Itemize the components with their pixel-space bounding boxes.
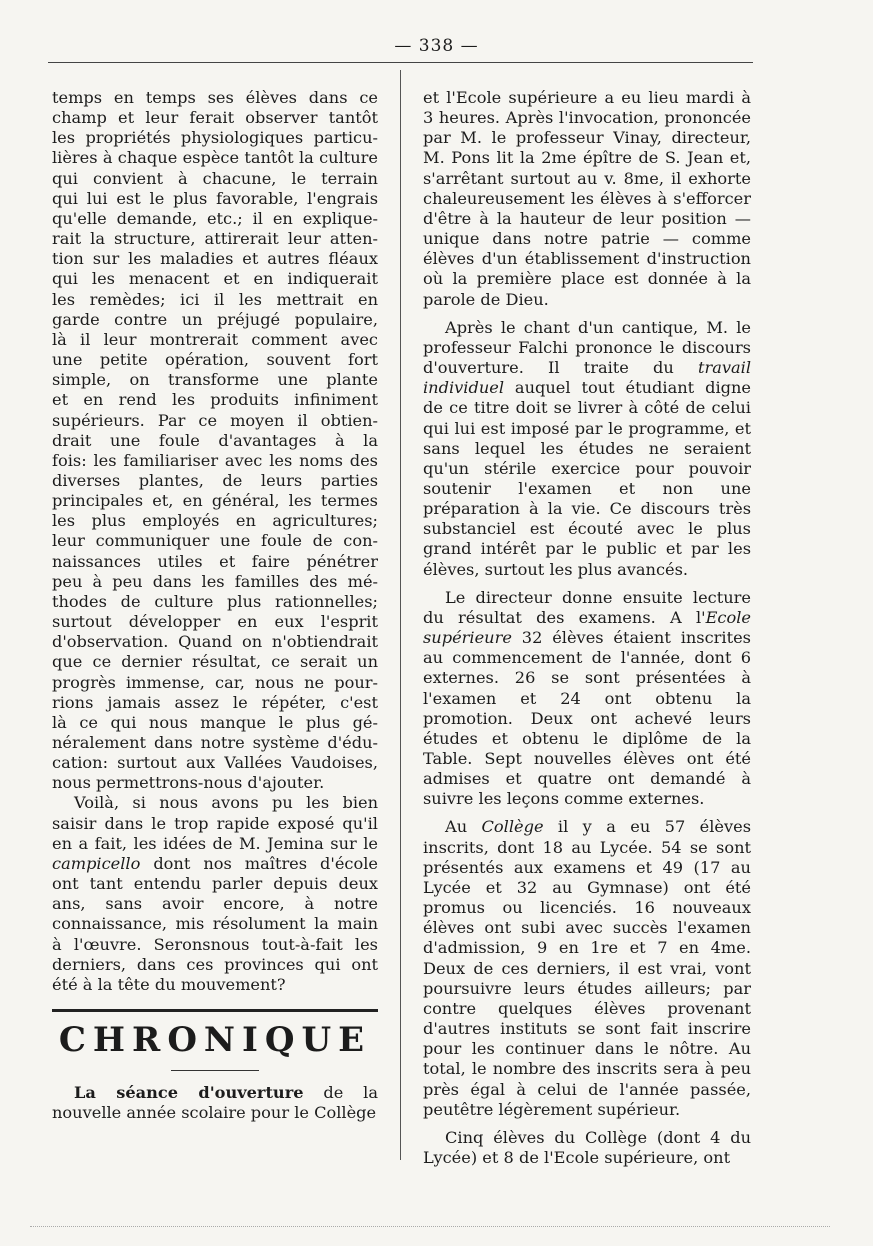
text-line: supérieurs. Par ce moyen il obtien-: [52, 410, 378, 430]
text-line: les plus employés en agricultures;: [52, 511, 378, 531]
text-line: garde contre un préjugé populaire,: [52, 309, 378, 329]
text-line: diverses plantes, de leurs parties: [52, 470, 378, 490]
scan-edge-noise: [30, 1226, 830, 1227]
text: 32 élèves étaient inscrites au commencement de l'année, dont 6 externes. 26 se sont présentées à l'examen et 24 ont obtenu la promotion. Deux ont achevé leurs études et obtenu le diplôme de la Table. Sept nouvelles élèves ont été admises et quatre ont demandé à suivre les leçons comme externes.: [423, 628, 751, 809]
text-line: tion sur les maladies et autres fléaux: [52, 249, 378, 269]
text: il y a eu 57 élèves inscrits, dont 18 au Lycée. 54 se sont présentés aux examens et 49 (17 au Lycée et 32 au Gymnase) ont été promus ou licenciés. 16 nouveaux élèves ont subi avec succès l'examen d'admission, 9 en 1re et 7 en 4me. Deux de ces derniers, il est vrai, vont poursuivre leurs études ailleurs; par contre quelques élèves provenant d'autres instituts se sont fait inscrire pour les continuer dans le nôtre. Au total, le nombre des inscrits sera à peu près égal à celui de l'année passée, peutêtre légèrement supérieur.: [423, 817, 751, 1119]
italic-term: Collège: [481, 817, 544, 837]
italic-term: campicello: [52, 853, 141, 873]
text-line: qui lui est le plus favorable, l'engrais: [52, 188, 378, 208]
text-line: d'observation. Quand on n'obtiendrait: [52, 632, 378, 652]
text-line: qu'elle demande, etc.; il en explique-: [52, 208, 378, 228]
right-paragraph-3: [423, 588, 751, 810]
right-paragraph-5: Cinq élèves du Collège (dont 4 du Lycée) et 8 de l'Ecole supérieure, ont: [423, 1127, 751, 1167]
text-line: les propriétés physiologiques particu-: [52, 128, 378, 148]
text-line: fois: les familiariser avec les noms des: [52, 450, 378, 470]
text-line: drait une foule d'avantages à la: [52, 430, 378, 450]
left-paragraph-1: [52, 88, 378, 793]
left-column: [52, 88, 378, 1124]
text-line: les remèdes; ici il les mettrait en: [52, 289, 378, 309]
text-line: progrès immense, car, nous ne pour-: [52, 672, 378, 692]
section-sub-rule: [171, 1070, 259, 1071]
bold-lead: La séance d'ouverture: [74, 1083, 304, 1103]
text: de la nouvelle année scolaire pour le Collège: [52, 1083, 378, 1123]
right-paragraph-1: et l'Ecole supérieure a eu lieu mardi à 3 heures. Après l'invocation, prononcée par M. le professeur Vinay, directeur, M. Pons lit la 2me épître de S. Jean et, s'arrêtant surtout au v. 8me, il exhorte chaleureusement les élèves à s'efforcer d'être à la hauteur de leur position — unique dans notre patrie — comme élèves d'un établissement d'instruction où la première place est donnée à la parole de Dieu.: [423, 88, 751, 309]
right-paragraph-4: [423, 817, 751, 1119]
text-line: que ce dernier résultat, ce serait un: [52, 652, 378, 672]
text-line: surtout développer en eux l'esprit: [52, 612, 378, 632]
text: Après le chant d'un cantique, M. le professeur Falchi prononce le discours d'ouverture. Il traite du: [423, 317, 751, 378]
section-rule: [52, 1009, 378, 1012]
text-line: lières à chaque espèce tantôt la culture: [52, 148, 378, 168]
italic-term: Ecole supérieure: [423, 607, 751, 648]
header-rule: [48, 62, 753, 63]
text-line: peu à peu dans les familles des mé-: [52, 571, 378, 591]
text-line: naissances utiles et faire pénétrer: [52, 551, 378, 571]
text-line: néralement dans notre système d'édu-: [52, 733, 378, 752]
text-line: cation: surtout aux Vallées Vaudoises,: [52, 753, 378, 773]
text-line: leur communiquer une foule de con-: [52, 531, 378, 551]
text: dont nos maîtres d'école ont tant entendu parler depuis deux ans, sans avoir encore, à notre connaissance, mis résolument la main à l'œuvre. Seronsnous tout-à-fait les derniers, dans ces provinces qui ont été à la tête du mouvement?: [52, 853, 378, 994]
right-paragraph-2: [423, 318, 751, 580]
text: Au: [445, 817, 482, 837]
text-line: nous permettrons-nous d'ajouter.: [52, 773, 325, 793]
column-divider: [400, 70, 401, 1160]
text-line: et en rend les produits infiniment: [52, 390, 378, 410]
text-line: qui convient à chacune, le terrain: [52, 168, 378, 188]
section-title: CHRONIQUE: [58, 1020, 372, 1061]
text-line: qui les menacent et en indiquerait: [52, 269, 378, 289]
left-paragraph-2: [52, 793, 378, 995]
text: auquel tout étudiant digne de ce titre doit se livrer à côté de celui qui lui est imposé par le programme, et sans lequel les études ne seraient qu'un stérile exercice pour pouvoir soutenir l'examen et non une préparation à la vie. Ce discours très substanciel est écouté avec le plus grand intérêt par le public et par les élèves, surtout les plus avancés.: [423, 378, 751, 579]
text-line: champ et leur ferait observer tantôt: [52, 108, 378, 128]
text-line: simple, on transforme une plante: [52, 370, 378, 390]
right-column: [423, 88, 751, 1168]
text-line: rions jamais assez le répéter, c'est: [52, 692, 378, 712]
text-line: là il leur montrerait comment avec: [52, 329, 378, 349]
text-line: une petite opération, souvent fort: [52, 350, 378, 370]
text-line: rait la structure, attirerait leur atten-: [52, 229, 378, 249]
left-paragraph-3: [52, 1083, 378, 1123]
italic-term: travail individuel: [423, 358, 751, 398]
text: Le directeur donne ensuite lecture du résultat des examens. A l': [423, 587, 751, 627]
text-line: temps en temps ses élèves dans ce: [52, 88, 378, 107]
text: Voilà, si nous avons pu les bien saisir dans le trop rapide exposé qu'il en a fait, les idées de M. Jemina sur le: [52, 793, 378, 853]
text-line: là ce qui nous manque le plus gé-: [52, 712, 378, 732]
page-number: — 338 —: [394, 36, 479, 56]
text-line: principales et, en général, les termes: [52, 491, 378, 511]
text-line: thodes de culture plus rationnelles;: [52, 591, 378, 611]
